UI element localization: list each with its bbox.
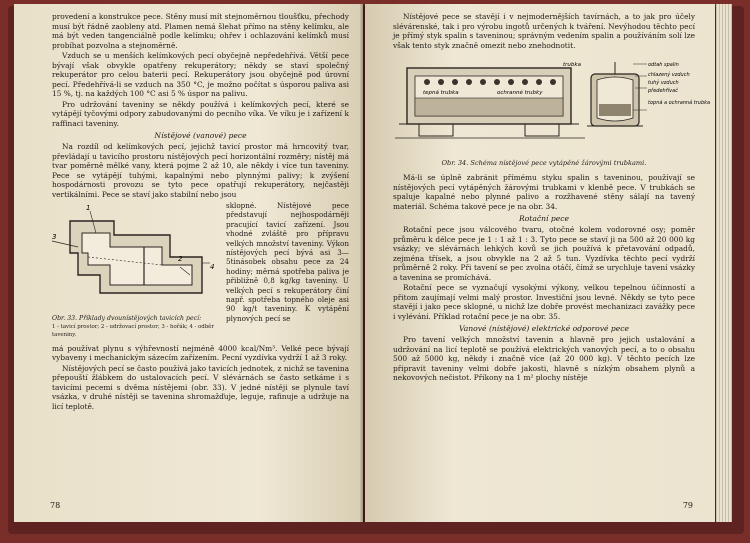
page-number: 79 [682, 501, 693, 510]
fig34-label-chlazeny-vzduch: chlazený vzduch [648, 72, 690, 78]
section-heading: Rotační pece [519, 214, 569, 223]
figure-33-block [52, 201, 349, 342]
page-edges [716, 4, 732, 522]
figure-caption: Obr. 34. Schéma nístějové pece vytápěné žárovými trubkami. [441, 159, 647, 167]
fig-label-2: 2 [178, 255, 183, 263]
paragraph: Nístějových pecí se často používá jako tavicích jednotek, z nichž se tavenina přepouští žlábkem do ustalovacích pecí. V slévárnách se často setkáme i s tavicími pecemi s dvěma nístějemi (obr. 33). V jedné nístěji se plynule taví vsázka, v druhé nístěji se tavenina shromažďuje, leguje, rafinuje a udržuje na licí teplotě. [52, 363, 349, 411]
figure-caption [52, 315, 220, 340]
figure-33 [52, 201, 220, 342]
fig-label-4: 4 [210, 263, 215, 271]
right-page [365, 4, 715, 522]
left-page [14, 4, 363, 522]
fig34-label-tepna-trubka: tepná trubka [423, 90, 459, 96]
furnace-diagram [52, 201, 220, 309]
caption-title: Obr. 33. Příklady dvounístějových tavicích pecí: [52, 315, 202, 322]
fig34-label-tuhy-vzduch: tuhý vzduch [648, 80, 679, 86]
paragraph: Pro udržování taveniny se někdy používá i kelímkových pecí, které se vytápějí tyčovými odpory zabudovanými do pecního víka. Ve víku je i zařízení k raffinaci taveniny. [52, 99, 349, 128]
paragraph: provedení a konstrukce pece. Stěny musí mít stejnoměrnou tloušťku, přechody musí být řádně zaobleny atd. Plamen nemá šlehat přímo na stěny kelímku, ale má být veden tangenciálně podle kelímku; ohřev i ochlazování kelímků musí probíhat pozvolna a stejnoměrně. [52, 12, 349, 50]
figure-side-text [220, 201, 349, 342]
fig-label-3: 3 [52, 233, 57, 241]
paragraph: Pro tavení velkých množství tavenin a hlavně pro jejich ustalování a udržování na licí teplotě se používá elektrických vanových pecí, a to o obsahu 500 až 5000 kg, někdy i značně více (až 20 000 kg). V těchto pecích lze připravit taveniny velmi dobře jakosti, hlavně s nízkým obsahem plynů a nekovových nečistot. Příkony na 1 m² plochy nístěje [393, 335, 695, 382]
section-heading: Vanové (nístějové) elektrické odporové pece [458, 324, 630, 333]
fig34-label-trubka: trubka [563, 62, 581, 68]
fig34-label-ochranne-trubky: ochranné trubky [497, 90, 543, 96]
fig-label-1: 1 [86, 204, 91, 212]
paragraph: Má-li se úplně zabránit přímému styku spalin s taveninou, používají se nístějových pecí vytápěných žárovými trubkami v klenbě pece. V trubkách se spaluje kapalné nebo plynné palivo a rozžhavené stěny sálají na tavený materiál. Schéma takové pece je na obr. 34. [393, 173, 695, 211]
figure-34 [393, 54, 711, 167]
paragraph: sklopné. Nístějové pece představují nejhospodárněji pracující tavicí zařízení. Jsou vhodné zvláště pro přípravu velkých množství taveniny. Výkon nístějových pecí bývá asi 3—5tinásobek obsahu pece za 24 hodiny; měrná spotřeba paliva je přibližně 0,8 kg/kg taveniny. U velkých pecí s rekuperátory činí např. spotřeba topného oleje asi 90 kg/t taveniny. K vytápění plynových pecí se [226, 201, 349, 323]
paragraph: Rotační pece jsou válcového tvaru, otočné kolem vodorovné osy; poměr průměru k délce pece je 1 : 1 až 1 : 3. Tyto pece se staví ji na 500 až 20 000 kg vsázky; ve slévárnách lehkých kovů se jich používá k přetavování odpadů, zejména třísek, a jsou obvykle na 2 až 5 tun. Vyzdívka těchto pecí vydrží průměrně 2 roky. Při tavení se pec zvolna otáčí, čímž se urychluje tavení vsázky a tavenina se promíchává. [393, 225, 695, 282]
page-number: 78 [50, 501, 61, 510]
paragraph: Nístějové pece se stavějí i v nejmodernějších tavírnách, a to jak pro účely slévárenské, tak i pro výrobu ingotů určených k tváření. Nevýhodou těchto pecí je přímý styk spalin s taveninou; správným vedením spalin a používáním solí lze však tento styk značně omezit nebo znehodnotit. [393, 12, 695, 50]
fig34-label-odtah-spalin: odtah spalin [648, 62, 679, 68]
section-heading: Nístějové (vanové) pece [154, 131, 247, 140]
paragraph: Vzduch se u menších kelímkových pecí obyčejně nepředehřívá. Větší pece bývají však obvykle opatřeny rekuperátory; někdy se staví společný rekuperátor pro celou baterii pecí. Rekuperátory jsou obyčejně pod úrovní pecí. Předehřívá-li se vzduch na 350 °C, je možno počítat s úsporou paliva asi 15 %, tj. na každých 100 °C asi 5 % úspor na palivu. [52, 51, 349, 98]
paragraph: Na rozdíl od kelímkových pecí, jejichž tavicí prostor má hrncovitý tvar, převládají u tavicího prostoru nístějových pecí horizontální rozměry; nístěj má tvar poměrně mělké vany, která pojme 2 až 10, ale někdy i více tun taveniny. Pece se vytápějí tuhými, kapalnými nebo plynnými palivy; k zvýšení hospodárnosti provozu se tyto pece opatřují rekuperátory, nejčastěji vertikálními. Pece se staví jako stabilní nebo jsou [52, 142, 349, 199]
caption-legend: 1 - tavicí prostor; 2 - udržovací prostor; 3 - hořák; 4 - odběr taveniny. [52, 323, 214, 338]
paragraph: Rotační pece se vyznačují vysokými výkony, velkou tepelnou účinností a přitom zaujímají velmi malý prostor. Investiční jsou levné. Někdy se tyto pece stavějí i jako pece sklopné, u nichž lze dobře provést mechanizaci zavážky pece i vylévání. Příklad rotační pece je na obr. 35. [393, 283, 695, 321]
fig34-label-topna-ochranna: topná a ochranná trubka [648, 100, 711, 106]
fig34-label-predehrivac: předehřívač [648, 88, 678, 94]
paragraph: má používat plynu s výhřevností nejméně 4000 kcal/Nm³. Velké pece bývají vybaveny i mechanickým sázecím zařízením. Pecní vyzdívka vydrží 1 až 3 roky. [52, 343, 349, 362]
furnace-tube-diagram [393, 54, 711, 152]
